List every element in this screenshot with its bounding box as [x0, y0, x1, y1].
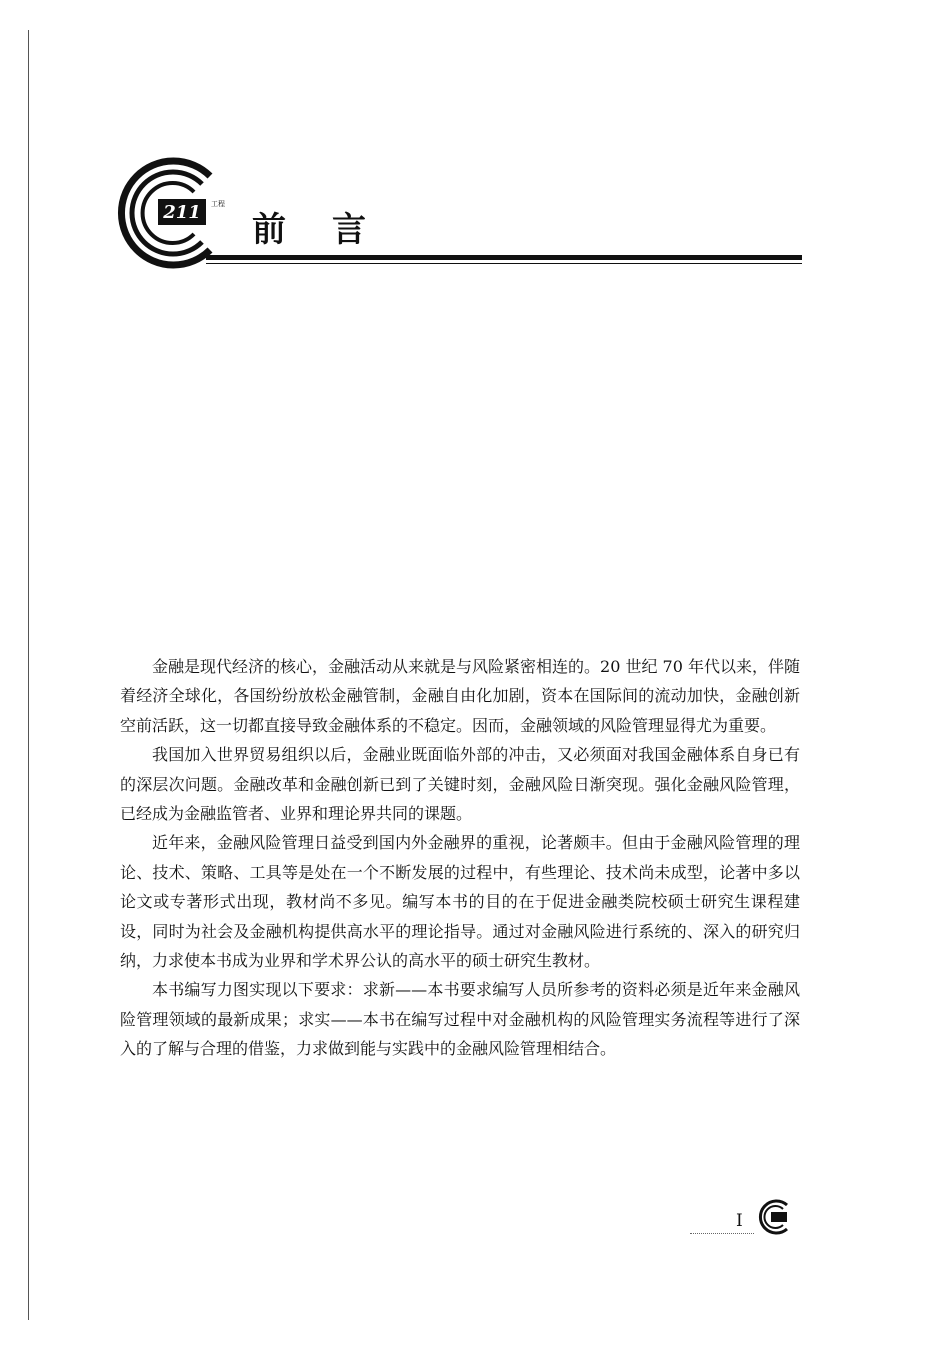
footer-dotted-line	[690, 1233, 754, 1234]
binding-margin-line	[28, 30, 29, 1320]
chapter-title: 前言	[252, 210, 412, 250]
title-rule-thin	[206, 263, 802, 264]
paragraph-2: 我国加入世界贸易组织以后，金融业既面临外部的冲击，又必须面对我国金融体系自身已有的深层次问题。金融改革和金融创新已到了关键时刻，金融风险日渐突现。强化金融风险管理，已经成为金融监管者、业界和理论界共同的课题。	[120, 745, 800, 824]
paragraph-4: 本书编写力图实现以下要求：求新——本书要求编写人员所参考的资料必须是近年来金融风险管理领域的最新成果；求实——本书在编写过程中对金融机构的风险管理实务流程等进行了深入的了解与合理的借鉴，力求做到能与实践中的金融风险管理相结合。	[120, 980, 800, 1059]
paragraph-1: 金融是现代经济的核心，金融活动从来就是与风险紧密相连的。20 世纪 70 年代以来，伴随着经济全球化，各国纷纷放松金融管制，金融自由化加剧，资本在国际间的流动加快，金融创新空前活跃，这一切都直接导致金融体系的不稳定。因而，金融领域的风险管理显得尤为重要。	[120, 657, 800, 735]
logo-subtext: 工程	[211, 200, 225, 208]
chapter-header	[112, 148, 802, 278]
title-rule-thick	[206, 255, 802, 260]
logo-text: 211	[163, 202, 201, 223]
page-number: I	[736, 1211, 743, 1231]
page-footer	[690, 1193, 805, 1243]
paragraph-3: 近年来，金融风险管理日益受到国内外金融界的重视，论著颇丰。但由于金融风险管理的理论、技术、策略、工具等是处在一个不断发展的过程中，有些理论、技术尚未成型，论著中多以论文或专著形式出现，教材尚不多见。编写本书的目的在于促进金融类院校硕士研究生课程建设，同时为社会及金融机构提供高水平的理论指导。通过对金融风险进行系统的、深入的研究归纳，力求使本书成为业界和学术界公认的高水平的硕士研究生教材。	[120, 833, 800, 971]
211-project-logo-icon	[756, 1197, 796, 1237]
preface-body	[120, 652, 800, 1064]
